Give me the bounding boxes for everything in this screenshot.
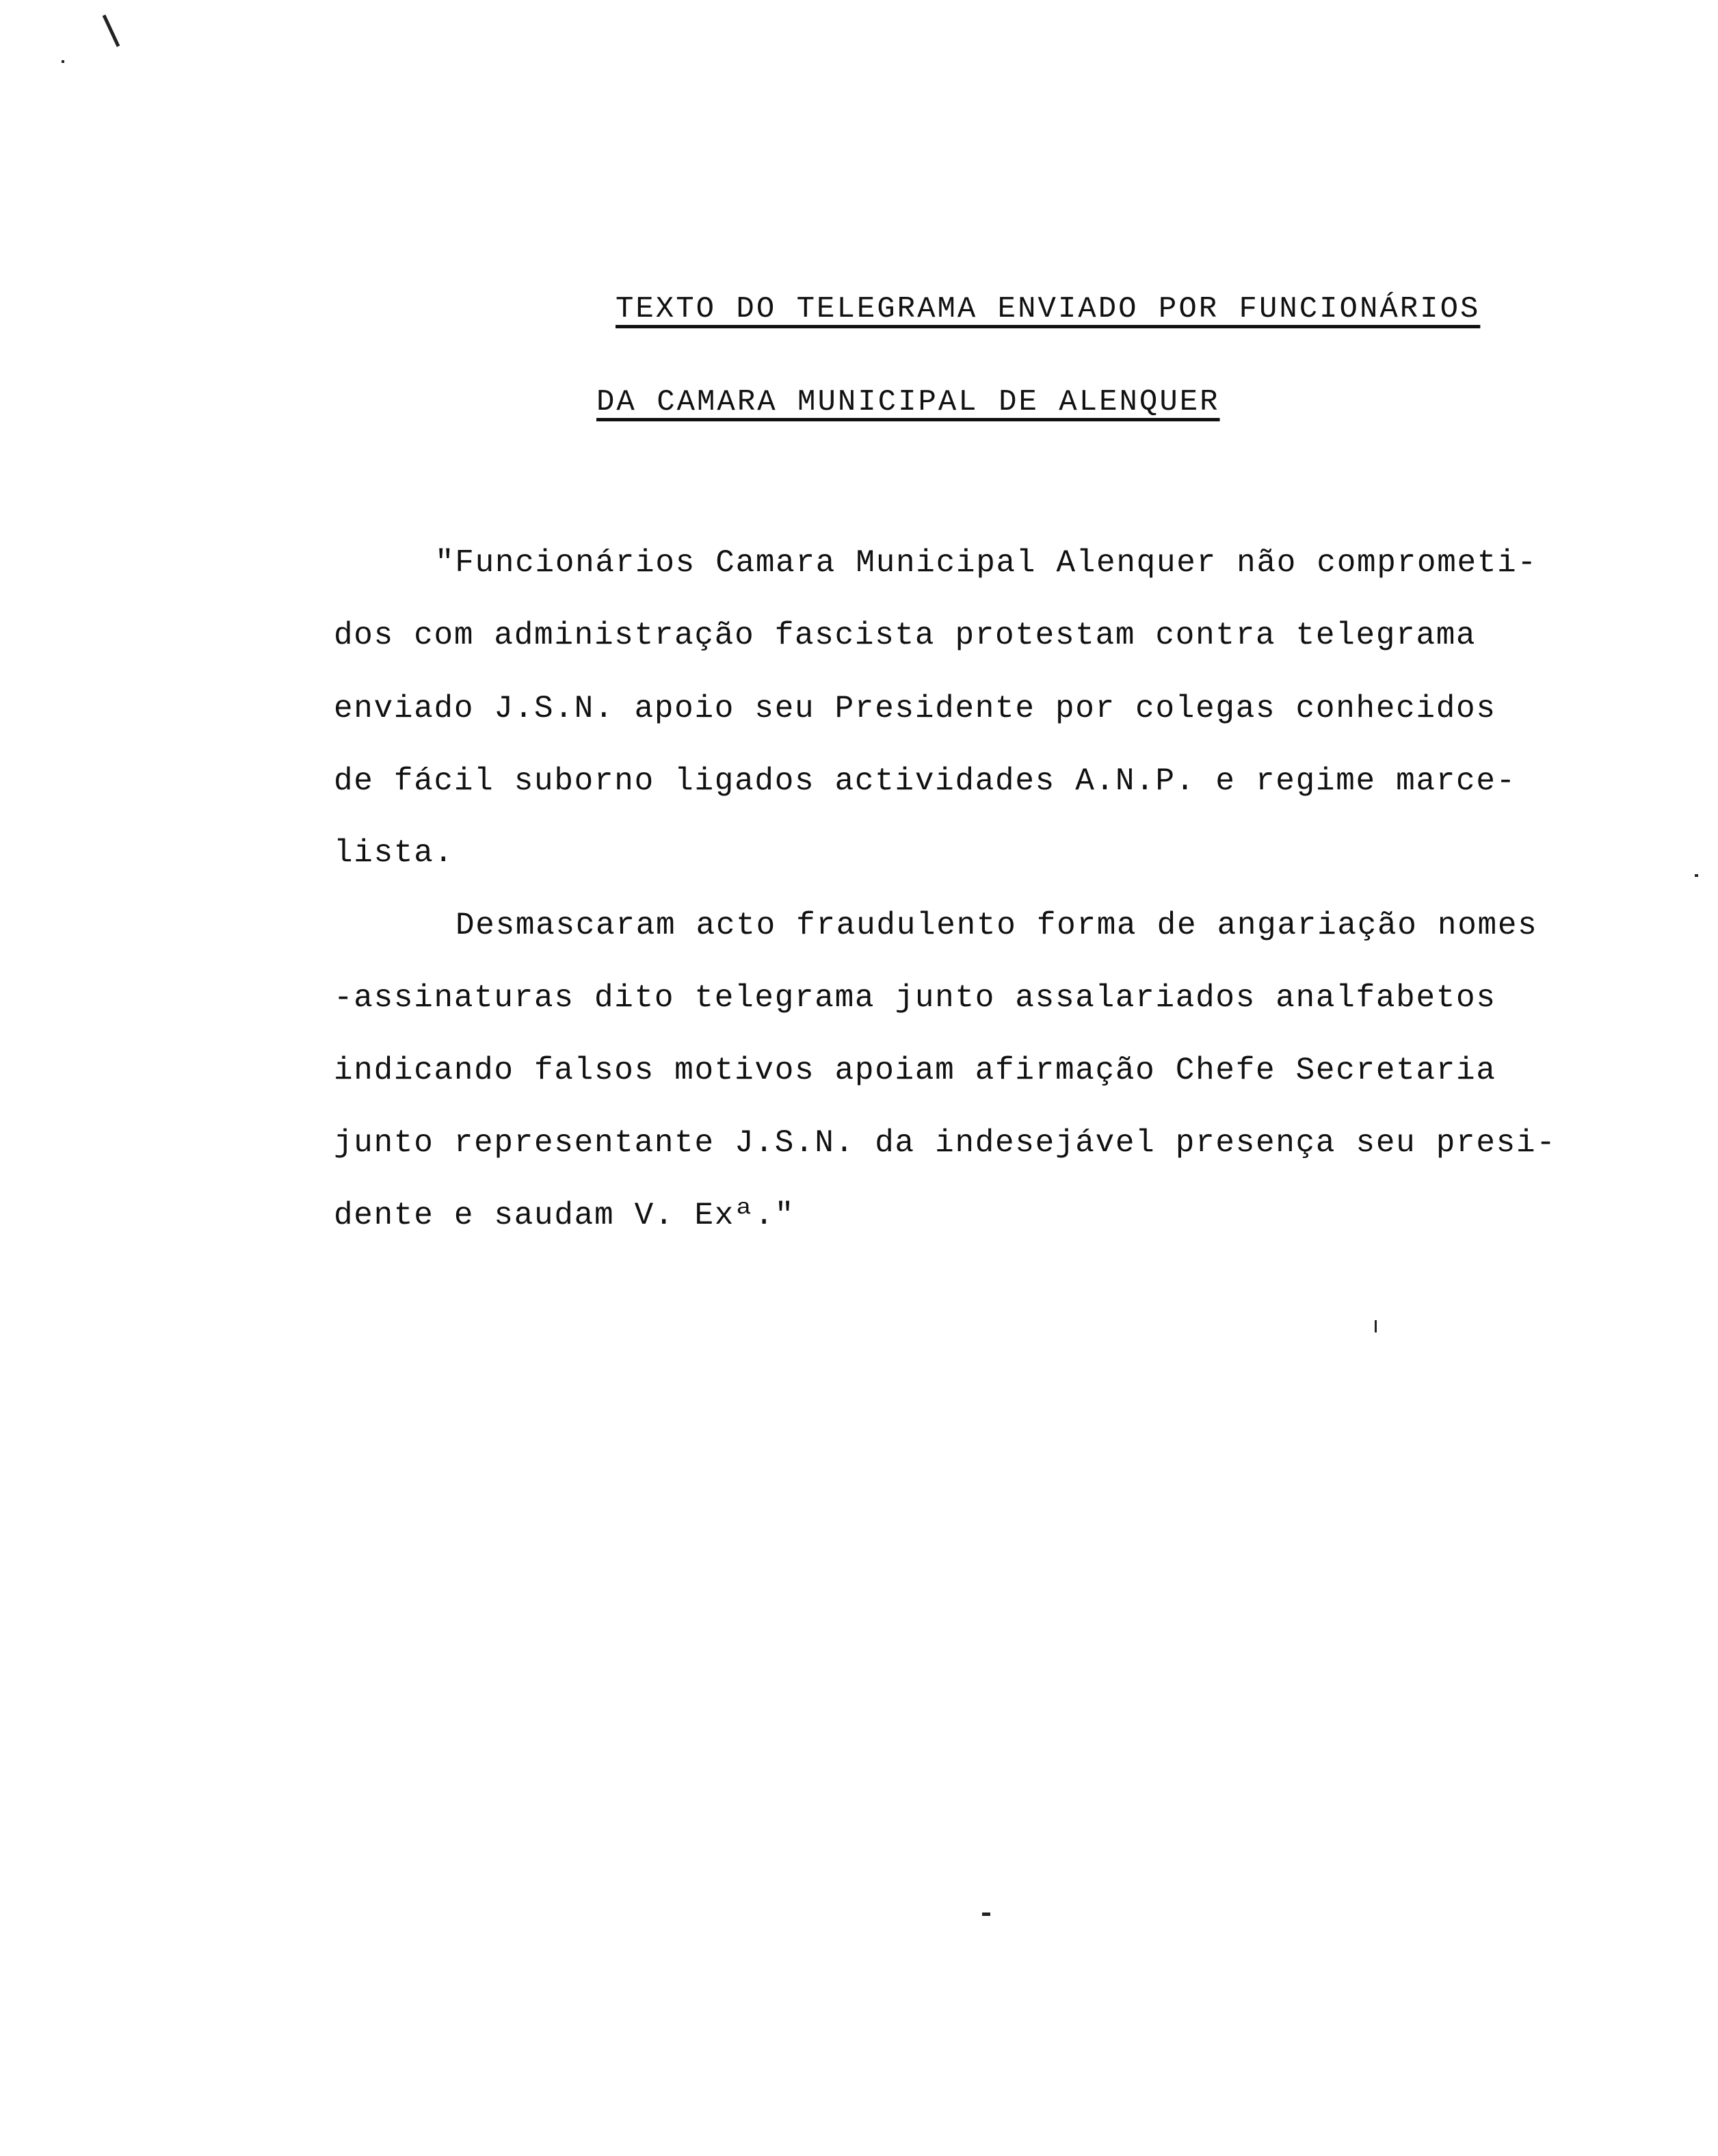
text-line: -assinaturas dito telegrama junto assalariados analfabetos (334, 980, 1496, 1016)
scan-mark (62, 60, 64, 63)
scan-mark (1375, 1320, 1377, 1332)
scan-mark (982, 1912, 990, 1916)
document-title-line-1: TEXTO DO TELEGRAMA ENVIADO POR FUNCIONÁRIOS (616, 292, 1481, 326)
text-line: dente e saudam V. Exª." (334, 1198, 795, 1233)
text-line: enviado J.S.N. apoio seu Presidente por colegas conhecidos (334, 691, 1496, 726)
scan-mark (1695, 874, 1698, 877)
text-line: Desmascaram acto fraudulento forma de angariação nomes (455, 908, 1538, 943)
scan-mark (103, 14, 120, 47)
text-line: junto representante J.S.N. da indesejável presença seu presi- (334, 1125, 1557, 1161)
text-line: dos com administração fascista protestam contra telegrama (334, 618, 1477, 653)
text-line: de fácil suborno ligados actividades A.N.P. e regime marce- (334, 763, 1516, 799)
document-title-line-2: DA CAMARA MUNICIPAL DE ALENQUER (596, 385, 1220, 419)
text-line: indicando falsos motivos apoiam afirmação Chefe Secretaria (334, 1053, 1496, 1088)
text-line: lista. (334, 835, 454, 871)
text-line: "Funcionários Camara Municipal Alenquer não comprometi- (435, 545, 1537, 581)
